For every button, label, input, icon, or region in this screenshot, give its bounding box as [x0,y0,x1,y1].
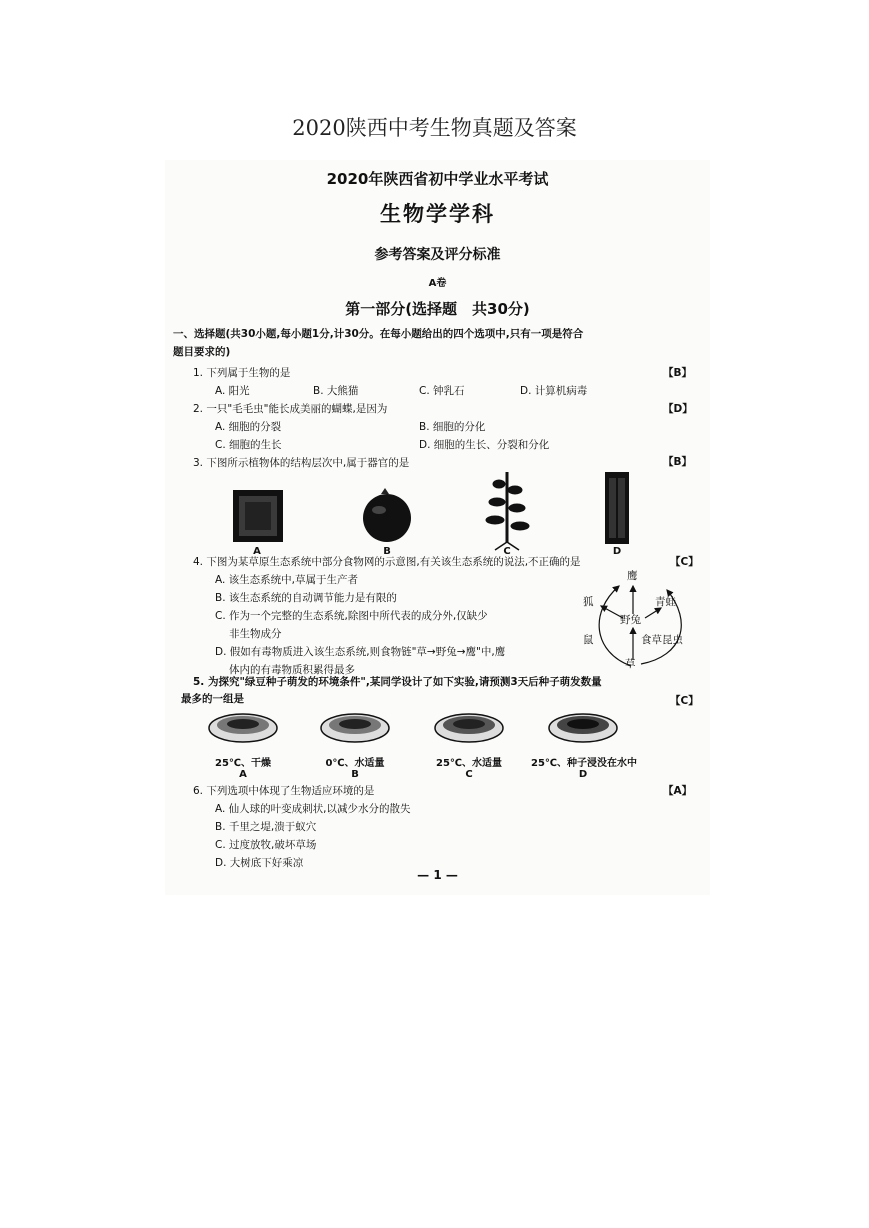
dish-d-letter: D [578,769,588,780]
q5-petri-dishes [165,708,710,748]
food-web-diagram [583,572,703,672]
q6-answer: 【A】 [663,785,693,797]
q2-answer: 【D】 [663,403,693,415]
volume-label: A卷 [428,278,447,289]
food-web-eagle: 鹰 [627,570,638,582]
document-title: 2020陕西中考生物真题及答案 [292,116,577,140]
q6-option-c: C. 过度放牧,破坏草场 [215,839,317,851]
q1-stem: 1. 下列属于生物的是 [193,367,291,379]
food-web-fox: 狐 [583,596,594,608]
q6-stem: 6. 下列选项中体现了生物适应环境的是 [193,785,375,797]
q3-label-a: A [253,546,261,557]
q5-answer: 【C】 [670,695,699,707]
subject-title: 生物学学科 [380,202,495,226]
q3-label-d: D [612,546,622,557]
q4-option-a: A. 该生态系统中,草属于生产者 [215,574,359,586]
food-web-frog: 青蛙 [655,596,676,608]
q3-answer: 【B】 [663,456,693,468]
q2-option-a: A. 细胞的分裂 [215,421,282,433]
q5-stem-line-2: 最多的一组是 [181,693,244,705]
dish-b-letter: B [351,769,359,780]
q4-stem: 4. 下图为某草原生态系统中部分食物网的示意图,有关该生态系统的说法,不正确的是 [193,556,581,568]
part-heading: 第一部分(选择题 共30分) [345,300,530,318]
tomato-fruit-image [363,488,411,542]
q4-option-d-cont: 体内的有毒物质积累得最多 [229,664,355,676]
q4-option-b: B. 该生态系统的自动调节能力是有限的 [215,592,397,604]
petri-dish-b [321,714,389,742]
dish-c-letter: C [465,769,473,780]
q4-option-d: D. 假如有毒物质进入该生态系统,则食物链"草→野兔→鹰"中,鹰 [215,646,506,658]
petri-dish-a [209,714,277,742]
q3-label-b: B [383,546,391,557]
q2-option-d: D. 细胞的生长、分裂和分化 [419,439,550,451]
food-web-mouse: 鼠 [583,634,594,646]
q6-option-a: A. 仙人球的叶变成刺状,以减少水分的散失 [215,803,411,815]
q3-figures [165,472,710,552]
q6-option-b: B. 千里之堤,溃于蚁穴 [215,821,317,833]
q5-stem-line-1: 5. 为探究"绿豆种子萌发的环境条件",某同学设计了如下实验,请预测3天后种子萌发数量 [193,676,602,688]
subtitle: 参考答案及评分标准 [374,247,501,263]
petri-dish-c [435,714,503,742]
q2-stem: 2. 一只"毛毛虫"能长成美丽的蝴蝶,是因为 [193,403,388,415]
tissue-square-image [233,490,283,542]
q2-option-c: C. 细胞的生长 [215,439,282,451]
food-web-insect: 食草昆虫 [641,634,683,646]
q4-option-c-cont: 非生物成分 [229,628,282,640]
dish-d-condition: 25℃、种子浸没在水中 [530,758,638,769]
q1-option-d: D. 计算机病毒 [520,385,588,397]
dish-c-condition: 25℃、水适量 [435,758,503,769]
scanned-answer-sheet [165,160,710,895]
petri-dish-d [549,714,617,742]
dish-a-letter: A [239,769,247,780]
whole-plant-image [486,472,529,550]
q1-option-a: A. 阳光 [215,385,250,397]
q4-answer: 【C】 [670,556,699,568]
section-intro-line-2: 题目要求的) [173,346,231,358]
q2-option-b: B. 细胞的分化 [419,421,486,433]
section-intro-line-1: 一、选择题(共30小题,每小题1分,计30分。在每小题给出的四个选项中,只有一项是符合 [173,328,584,340]
food-web-grass: 草 [625,658,636,670]
page-number: — 1 — [417,868,458,882]
exam-title: 2020年陕西省初中学业水平考试 [326,170,549,188]
q3-label-c: C [503,546,511,557]
food-web-rabbit: 野兔 [620,614,641,626]
dish-a-condition: 25℃、干燥 [214,758,272,769]
q1-answer: 【B】 [663,367,693,379]
cell-column-image [605,472,629,544]
q6-option-d: D. 大树底下好乘凉 [215,857,304,869]
q1-option-c: C. 钟乳石 [419,385,465,397]
dish-b-condition: 0℃、水适量 [325,758,385,769]
q4-option-c: C. 作为一个完整的生态系统,除图中所代表的成分外,仅缺少 [215,610,488,622]
q3-stem: 3. 下图所示植物体的结构层次中,属于器官的是 [193,457,410,469]
q1-option-b: B. 大熊猫 [313,385,359,397]
